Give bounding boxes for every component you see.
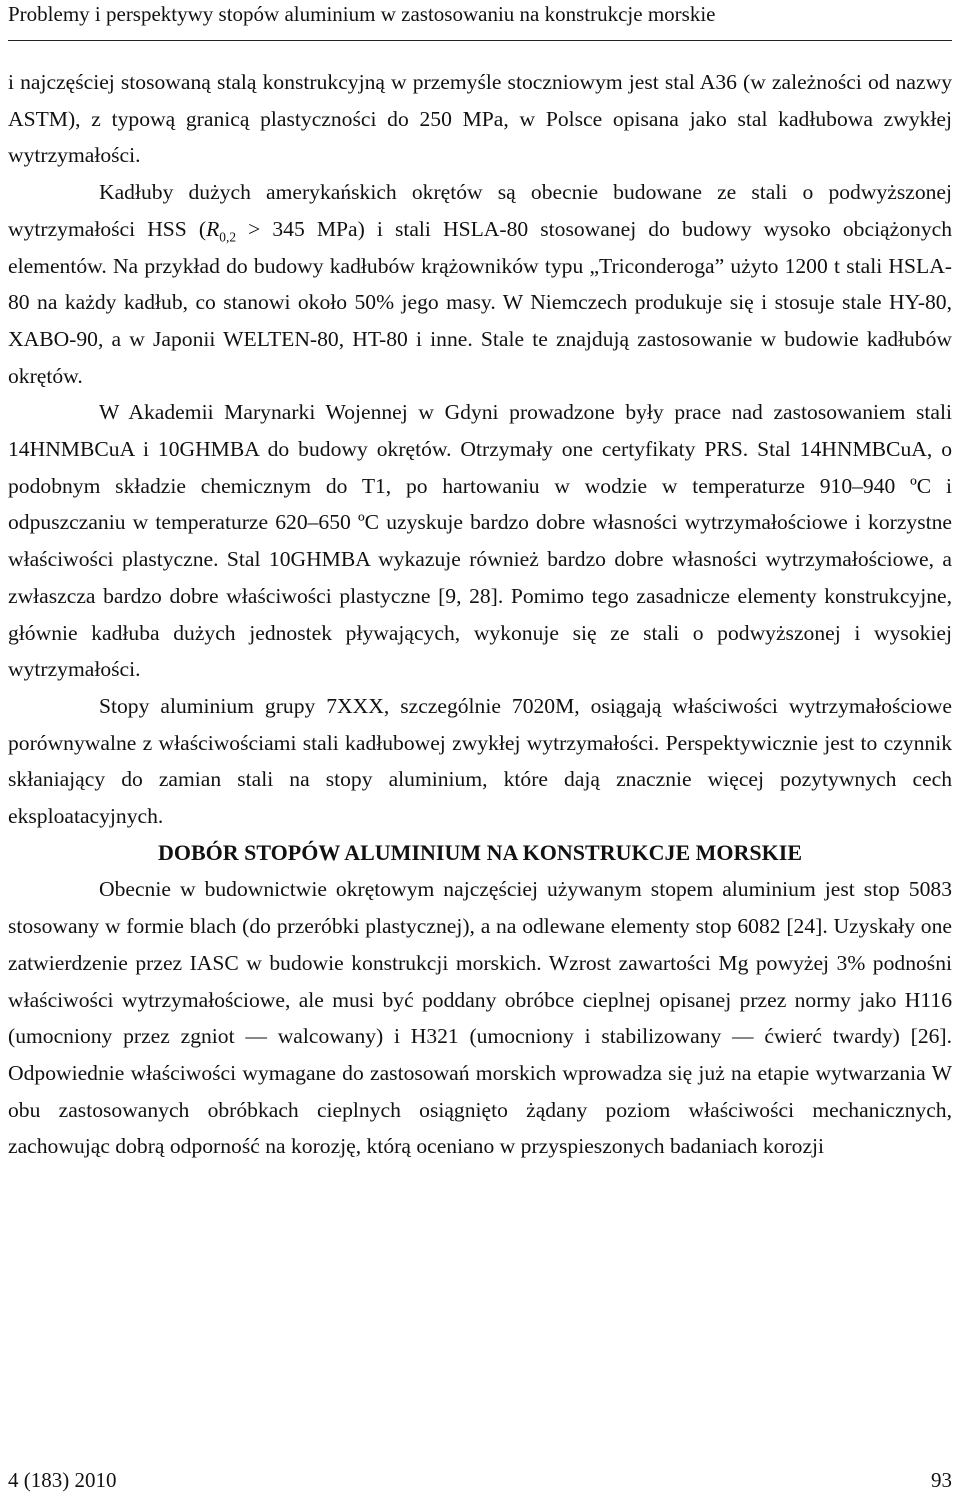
- paragraph: [8, 174, 952, 394]
- paragraph-text: Kadłuby dużych amerykańskich okrętów są obecnie budowane ze stali o podwyższonej wytrzymałości HSS (: [8, 180, 952, 241]
- paragraph: W Akademii Marynarki Wojennej w Gdyni prowadzone były prace nad zastosowaniem stali 14HNMBCuA i 10GHMBA do budowy okrętów. Otrzymały one certyfikaty PRS. Stal 14HNMBCuA, o podobnym składzie chemicznym do T1, po hartowaniu w wodzie w temperaturze 910–940 ºC i odpuszczaniu w temperaturze 620–650 ºC uzyskuje bardzo dobre własności wytrzymałościowe i korzystne właściwości plastyczne. Stal 10GHMBA wykazuje również bardzo dobre własności wytrzymałościowe, a zwłaszcza bardzo dobre właściwości plastyczne [9, 28]. Pomimo tego zasadnicze elementy konstrukcyjne, głównie kadłuba dużych jednostek pływających, wykonuje się ze stali o podwyższonej i wysokiej wytrzymałości.: [8, 400, 952, 682]
- issue-label: 4 (183) 2010: [8, 1468, 117, 1492]
- yield-strength-subscript: 0,2: [219, 229, 237, 245]
- paragraph: Stopy aluminium grupy 7XXX, szczególnie 7020M, osiągają właściwości wytrzymałościowe porównywalne z właściwościami stali kadłubowej zwykłej wytrzymałości. Perspektywicznie jest to czynnik skłaniający do zamian stali na stopy aluminium, które dają znacznie więcej pozytywnych cech eksploatacyjnych.: [8, 693, 952, 829]
- paragraph-text: > 345 MPa) i stali HSLA-80 stosowanej do budowy wysoko obciążonych elementów. Na przykład do budowy kadłubów krążowników typu „Triconderoga” użyto 1200 t stali HSLA-80 na każdy kadłub, co stanowi około 50% jego masy. W Niemczech produkuje się i stosuje stale HY-80, XABO-90, a w Japonii WELTEN-80, HT-80 i inne. Stale te znajdują zastosowanie w budowie kadłubów okrętów.: [8, 216, 953, 388]
- paragraph: Obecnie w budownictwie okrętowym najczęściej używanym stopem aluminium jest stop 5083 stosowany w formie blach (do przeróbki plastycznej), a na odlewane elementy stop 6082 [24]. Uzyskały one zatwierdzenie przez IASC w budowie konstrukcji morskich. Wzrost zawartości Mg powyżej 3% podnośni właściwości wytrzymałościowe, ale musi być poddany obróbce cieplnej opisanej przez normy jako H116 (umocniony przez zgniot — walcowany) i H321 (umocniony i stabilizowany — ćwierć twardy) [26]. Odpowiednie właściwości wymagane do zastosowań morskich wprowadza się już na etapie wytwarzania W obu zastosowanych obróbkach cieplnych osiągnięto żądany poziom właściwości mechanicznych, zachowując dobrą odporność na korozję, którą oceniano w przyspieszonych badaniach korozji: [8, 877, 952, 1159]
- page-number: 93: [931, 1468, 952, 1492]
- section-heading: DOBÓR STOPÓW ALUMINIUM NA KONSTRUKCJE MORSKIE: [158, 839, 802, 865]
- running-title: Problemy i perspektywy stopów aluminium w zastosowaniu na konstrukcje morskie: [8, 2, 716, 26]
- paragraph: i najczęściej stosowaną stalą konstrukcyjną w przemyśle stoczniowym jest stal A36 (w zależności od nazwy ASTM), z typową granicą plastyczności do 250 MPa, w Polsce opisana jako stal kadłubowa zwykłej wytrzymałości.: [8, 70, 952, 168]
- page-body: [8, 64, 952, 1165]
- running-header: [8, 0, 952, 41]
- yield-strength-symbol: R: [206, 216, 220, 241]
